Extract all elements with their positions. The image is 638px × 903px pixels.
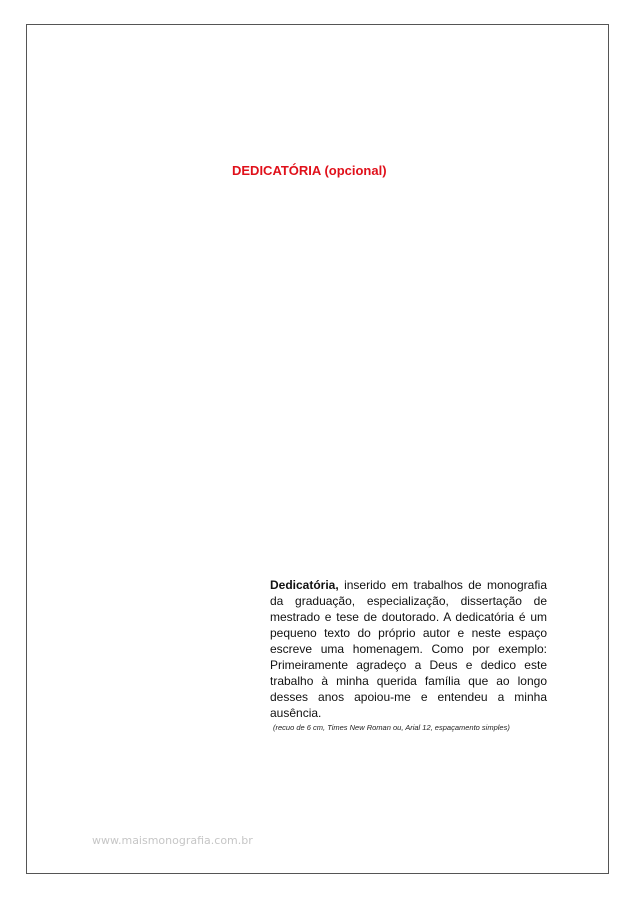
formatting-note: (recuo de 6 cm, Times New Roman ou, Arial 12, espaçamento simples) [273, 723, 510, 732]
dedication-body: inserido em trabalhos de monografia da graduação, especialização, dissertação de mestrado e tese de doutorado. A dedicatória é um pequeno texto do próprio autor e neste espaço escreve uma homenagem. Como por exemplo: Primeiramente agradeço a Deus e dedico este trabalho à minha querida família que ao longo desses anos apoiou-me e entendeu a minha ausência. [270, 578, 547, 720]
dedication-block [270, 577, 547, 733]
page-border [26, 24, 609, 874]
watermark: www.maismonografia.com.br [92, 834, 253, 847]
page-title: DEDICATÓRIA (opcional) [232, 163, 387, 178]
dedication-lead: Dedicatória, [270, 578, 339, 592]
dedication-paragraph [270, 577, 547, 721]
